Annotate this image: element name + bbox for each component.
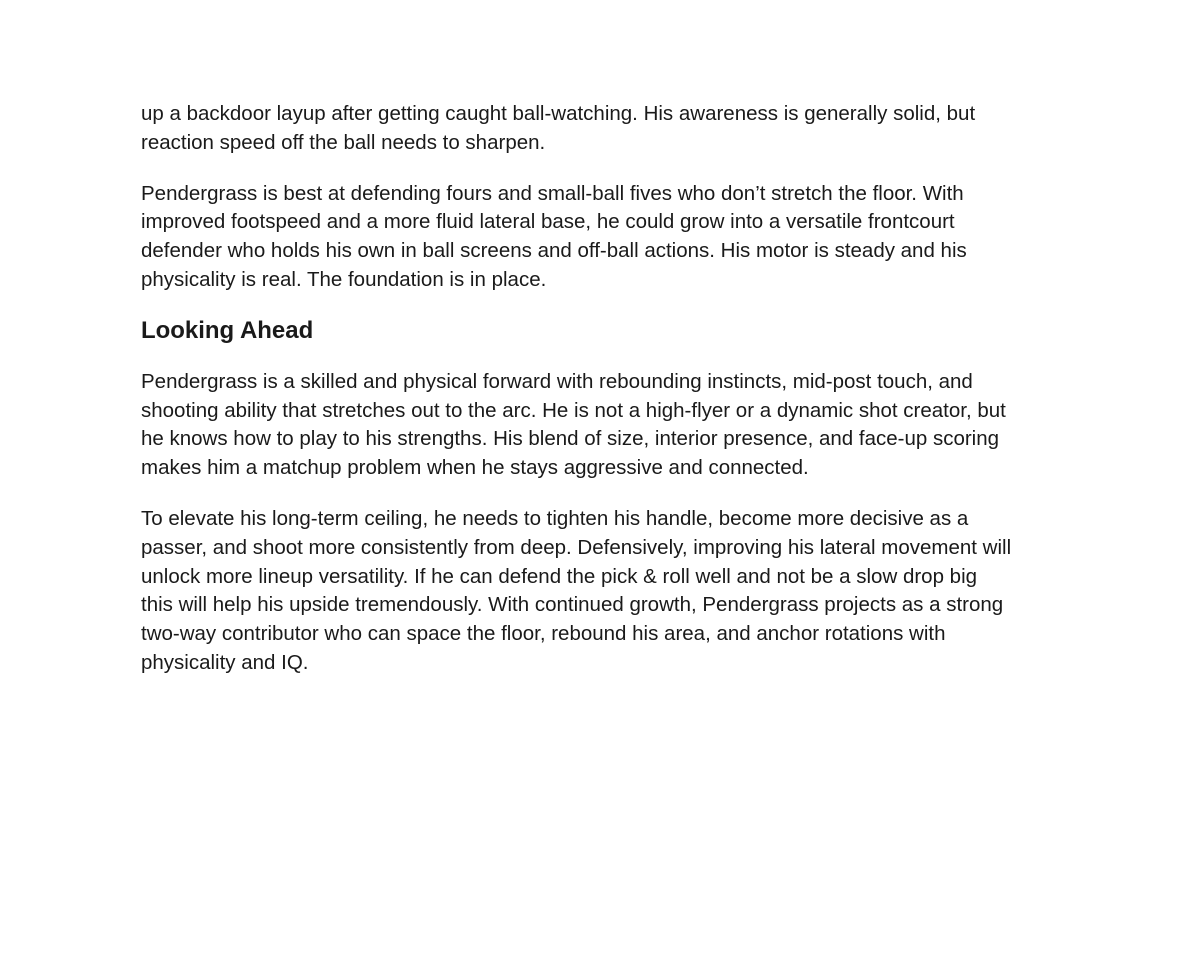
text-line: this will help his upside tremendously. With continued growth, Pendergrass projects as a strong	[141, 593, 1004, 617]
text-line: makes him a matchup problem when he stays aggressive and connected.	[141, 456, 809, 480]
text-line: two-way contributor who can space the floor, rebound his area, and anchor rotations with	[141, 622, 946, 646]
text-line: passer, and shoot more consistently from deep. Defensively, improving his lateral movement will	[141, 535, 1012, 559]
text-line: improved footspeed and a more fluid lateral base, he could grow into a versatile frontcourt	[141, 210, 955, 234]
paragraph-defense-awareness	[141, 100, 1071, 158]
text-line: physicality and IQ.	[141, 650, 309, 674]
text-line: he knows how to play to his strengths. His blend of size, interior presence, and face-up scoring	[141, 427, 1000, 451]
text-line: To elevate his long-term ceiling, he needs to tighten his handle, become more decisive as a	[141, 506, 969, 530]
paragraph-development-outlook	[141, 505, 1071, 678]
text-line: shooting ability that stretches out to the arc. He is not a high-flyer or a dynamic shot creator, but	[141, 398, 1006, 422]
text-line: Pendergrass is best at defending fours and small-ball fives who don’t stretch the floor. With	[141, 181, 964, 205]
paragraph-defense-role	[141, 180, 1071, 295]
paragraph-summary	[141, 368, 1071, 483]
text-line: unlock more lineup versatility. If he can defend the pick & roll well and not be a slow drop big	[141, 564, 978, 588]
text-line: defender who holds his own in ball screens and off-ball actions. His motor is steady and his	[141, 239, 967, 263]
text-line: Pendergrass is a skilled and physical forward with rebounding instincts, mid-post touch, and	[141, 369, 973, 393]
text-line: up a backdoor layup after getting caught ball-watching. His awareness is generally solid, but	[141, 102, 976, 125]
text-line: physicality is real. The foundation is in place.	[141, 267, 547, 291]
document-page	[141, 100, 1071, 700]
section-heading-looking-ahead: Looking Ahead	[141, 316, 314, 344]
text-line: reaction speed off the ball needs to sharpen.	[141, 130, 546, 154]
